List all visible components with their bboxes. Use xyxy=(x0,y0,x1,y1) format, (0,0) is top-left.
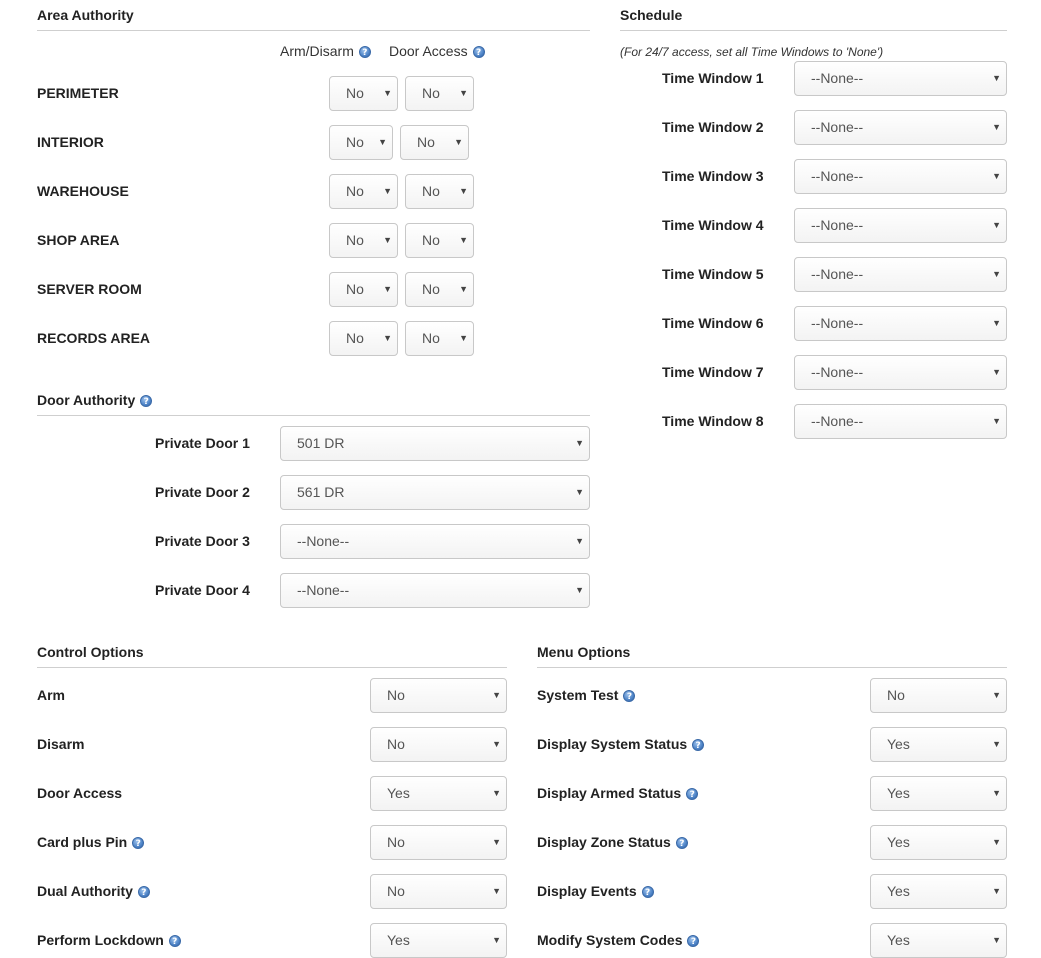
help-icon[interactable]: ? xyxy=(642,886,654,898)
row-label: Time Window 7 xyxy=(662,364,764,380)
chevron-down-icon: ▼ xyxy=(492,788,501,798)
control-option-select[interactable] xyxy=(370,874,507,909)
row-label: Private Door 1 xyxy=(155,435,250,451)
select-value: --None-- xyxy=(297,582,350,598)
select-value: No xyxy=(417,134,435,150)
chevron-down-icon: ▼ xyxy=(992,220,1001,230)
row-label: Private Door 3 xyxy=(155,533,250,549)
select-value: No xyxy=(422,232,440,248)
row-label: Door Access xyxy=(37,785,123,801)
control-option-select[interactable] xyxy=(370,678,507,713)
menu-options-title: Menu Options xyxy=(537,644,631,660)
chevron-down-icon: ▼ xyxy=(383,186,392,196)
select-value: No xyxy=(887,687,905,703)
select-value: Yes xyxy=(887,785,910,801)
row-label: Time Window 4 xyxy=(662,217,764,233)
help-icon[interactable]: ? xyxy=(687,935,699,947)
chevron-down-icon: ▼ xyxy=(459,235,468,245)
row-label: Modify System Codes ? xyxy=(537,932,699,948)
row-label: Time Window 1 xyxy=(662,70,764,86)
menu-option-select[interactable] xyxy=(870,727,1007,762)
select-value: Yes xyxy=(887,736,910,752)
select-value: No xyxy=(422,85,440,101)
chevron-down-icon: ▼ xyxy=(454,137,463,147)
select-value: --None-- xyxy=(297,533,350,549)
control-options-title: Control Options xyxy=(37,644,144,660)
select-value: --None-- xyxy=(811,70,864,86)
select-value: No xyxy=(422,330,440,346)
select-value: No xyxy=(346,85,364,101)
chevron-down-icon: ▼ xyxy=(575,438,584,448)
select-value: No xyxy=(422,183,440,199)
help-icon[interactable]: ? xyxy=(686,788,698,800)
control-option-select[interactable] xyxy=(370,776,507,811)
row-label: SERVER ROOM xyxy=(37,281,142,297)
private-door-select[interactable] xyxy=(280,524,590,559)
row-label: Time Window 8 xyxy=(662,413,764,429)
chevron-down-icon: ▼ xyxy=(992,73,1001,83)
private-door-select[interactable] xyxy=(280,573,590,608)
schedule-note: (For 24/7 access, set all Time Windows to 'None') xyxy=(620,45,884,59)
help-icon[interactable]: ? xyxy=(140,395,152,407)
chevron-down-icon: ▼ xyxy=(492,690,501,700)
chevron-down-icon: ▼ xyxy=(992,318,1001,328)
arm-disarm-select[interactable] xyxy=(329,125,393,160)
private-door-select[interactable] xyxy=(280,426,590,461)
chevron-down-icon: ▼ xyxy=(492,935,501,945)
row-label: System Test ? xyxy=(537,687,635,703)
schedule-title: Schedule xyxy=(620,7,683,23)
row-label: Private Door 2 xyxy=(155,484,250,500)
row-label: PERIMETER xyxy=(37,85,119,101)
menu-option-select[interactable] xyxy=(870,923,1007,958)
chevron-down-icon: ▼ xyxy=(383,284,392,294)
door-access-select[interactable] xyxy=(405,272,474,307)
row-label: Perform Lockdown ? xyxy=(37,932,181,948)
door-access-select[interactable] xyxy=(405,223,474,258)
select-value: No xyxy=(422,281,440,297)
select-value: 501 DR xyxy=(297,435,345,451)
arm-disarm-header: Arm/Disarm ? xyxy=(280,43,371,59)
door-authority-title: Door Authority ? xyxy=(37,392,152,408)
select-value: --None-- xyxy=(811,217,864,233)
time-window-select[interactable] xyxy=(794,61,1007,96)
chevron-down-icon: ▼ xyxy=(383,88,392,98)
time-window-select[interactable] xyxy=(794,355,1007,390)
row-label: Time Window 2 xyxy=(662,119,764,135)
chevron-down-icon: ▼ xyxy=(492,886,501,896)
row-label: Time Window 6 xyxy=(662,315,764,331)
select-value: No xyxy=(346,281,364,297)
select-value: No xyxy=(346,183,364,199)
select-value: --None-- xyxy=(811,266,864,282)
row-label: INTERIOR xyxy=(37,134,104,150)
chevron-down-icon: ▼ xyxy=(459,284,468,294)
chevron-down-icon: ▼ xyxy=(992,416,1001,426)
door-access-header: Door Access ? xyxy=(389,43,485,59)
row-label: Display Events ? xyxy=(537,883,654,899)
chevron-down-icon: ▼ xyxy=(992,690,1001,700)
arm-disarm-select[interactable] xyxy=(329,223,398,258)
chevron-down-icon: ▼ xyxy=(992,935,1001,945)
divider xyxy=(620,30,1007,31)
help-icon[interactable]: ? xyxy=(169,935,181,947)
select-value: --None-- xyxy=(811,364,864,380)
chevron-down-icon: ▼ xyxy=(992,171,1001,181)
row-label: Display System Status ? xyxy=(537,736,704,752)
chevron-down-icon: ▼ xyxy=(459,88,468,98)
select-value: Yes xyxy=(887,883,910,899)
chevron-down-icon: ▼ xyxy=(992,367,1001,377)
select-value: No xyxy=(387,736,405,752)
chevron-down-icon: ▼ xyxy=(992,886,1001,896)
divider xyxy=(537,667,1007,668)
row-label: Display Zone Status ? xyxy=(537,834,688,850)
chevron-down-icon: ▼ xyxy=(575,536,584,546)
menu-option-select[interactable] xyxy=(870,825,1007,860)
divider xyxy=(37,415,590,416)
divider xyxy=(37,667,507,668)
time-window-select[interactable] xyxy=(794,208,1007,243)
chevron-down-icon: ▼ xyxy=(992,122,1001,132)
arm-disarm-select[interactable] xyxy=(329,272,398,307)
select-value: Yes xyxy=(887,932,910,948)
help-icon[interactable]: ? xyxy=(473,46,485,58)
chevron-down-icon: ▼ xyxy=(992,269,1001,279)
row-label: Display Armed Status ? xyxy=(537,785,698,801)
chevron-down-icon: ▼ xyxy=(383,333,392,343)
control-option-select[interactable] xyxy=(370,923,507,958)
row-label: Time Window 5 xyxy=(662,266,764,282)
row-label: WAREHOUSE xyxy=(37,183,129,199)
chevron-down-icon: ▼ xyxy=(492,837,501,847)
chevron-down-icon: ▼ xyxy=(492,739,501,749)
select-value: Yes xyxy=(887,834,910,850)
time-window-select[interactable] xyxy=(794,257,1007,292)
select-value: --None-- xyxy=(811,413,864,429)
help-icon[interactable]: ? xyxy=(132,837,144,849)
chevron-down-icon: ▼ xyxy=(992,788,1001,798)
row-label: RECORDS AREA xyxy=(37,330,151,346)
row-label: Card plus Pin ? xyxy=(37,834,144,850)
select-value: No xyxy=(387,687,405,703)
row-label: Time Window 3 xyxy=(662,168,764,184)
select-value: --None-- xyxy=(811,315,864,331)
select-value: No xyxy=(387,834,405,850)
arm-disarm-select[interactable] xyxy=(329,321,398,356)
private-door-select[interactable] xyxy=(280,475,590,510)
select-value: 561 DR xyxy=(297,484,345,500)
select-value: No xyxy=(346,232,364,248)
divider xyxy=(37,30,590,31)
time-window-select[interactable] xyxy=(794,404,1007,439)
arm-disarm-select[interactable] xyxy=(329,76,398,111)
chevron-down-icon: ▼ xyxy=(459,333,468,343)
chevron-down-icon: ▼ xyxy=(992,837,1001,847)
menu-option-select[interactable] xyxy=(870,776,1007,811)
select-value: Yes xyxy=(387,785,410,801)
help-icon[interactable]: ? xyxy=(359,46,371,58)
door-access-select[interactable] xyxy=(405,76,474,111)
row-label: Dual Authority ? xyxy=(37,883,150,899)
chevron-down-icon: ▼ xyxy=(378,137,387,147)
area-authority-title: Area Authority xyxy=(37,7,134,23)
time-window-select[interactable] xyxy=(794,306,1007,341)
door-access-select[interactable] xyxy=(405,321,474,356)
chevron-down-icon: ▼ xyxy=(383,235,392,245)
door-access-select[interactable] xyxy=(405,174,474,209)
chevron-down-icon: ▼ xyxy=(575,487,584,497)
select-value: --None-- xyxy=(811,119,864,135)
chevron-down-icon: ▼ xyxy=(459,186,468,196)
row-label: SHOP AREA xyxy=(37,232,120,248)
menu-option-select[interactable] xyxy=(870,678,1007,713)
time-window-select[interactable] xyxy=(794,110,1007,145)
arm-disarm-select[interactable] xyxy=(329,174,398,209)
time-window-select[interactable] xyxy=(794,159,1007,194)
select-value: --None-- xyxy=(811,168,864,184)
select-value: No xyxy=(387,883,405,899)
help-icon[interactable]: ? xyxy=(676,837,688,849)
chevron-down-icon: ▼ xyxy=(575,585,584,595)
chevron-down-icon: ▼ xyxy=(992,739,1001,749)
row-label: Private Door 4 xyxy=(155,582,250,598)
row-label: Arm xyxy=(37,687,66,703)
help-icon[interactable]: ? xyxy=(138,886,150,898)
select-value: No xyxy=(346,134,364,150)
help-icon[interactable]: ? xyxy=(692,739,704,751)
row-label: Disarm xyxy=(37,736,85,752)
door-access-select[interactable] xyxy=(400,125,469,160)
select-value: No xyxy=(346,330,364,346)
menu-option-select[interactable] xyxy=(870,874,1007,909)
control-option-select[interactable] xyxy=(370,727,507,762)
help-icon[interactable]: ? xyxy=(623,690,635,702)
select-value: Yes xyxy=(387,932,410,948)
control-option-select[interactable] xyxy=(370,825,507,860)
